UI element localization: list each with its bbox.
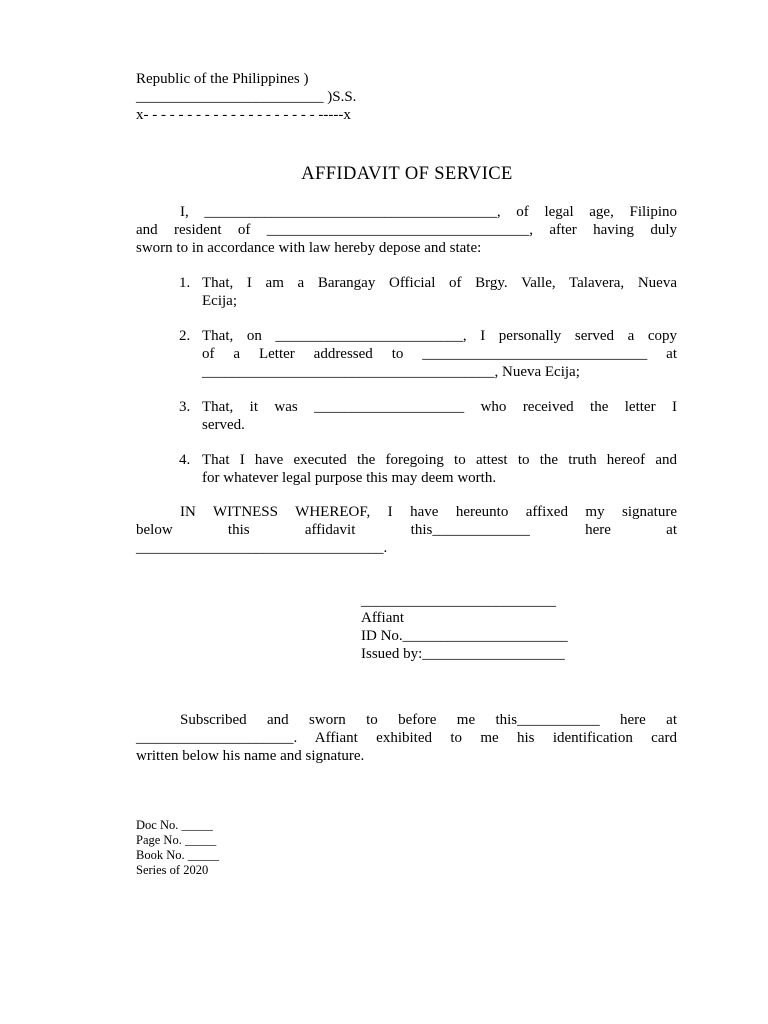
item-2-line-1: That, on _________________________, I personally served a copy	[202, 328, 677, 344]
item-3-line-1: That, it was ____________________ who received the letter I	[202, 399, 677, 415]
item-4-line-1: That I have executed the foregoing to attest to the truth hereof and	[202, 452, 677, 468]
item-3-line-2: served.	[202, 417, 245, 433]
item-1-line-2: Ecija;	[202, 293, 237, 309]
notary-series: Series of 2020	[136, 863, 209, 877]
subscribed-line-3: written below his name and signature.	[136, 748, 365, 764]
intro-line-3: sworn to in accordance with law hereby depose and state:	[136, 240, 482, 256]
venue-ss-line: _________________________ )S.S.	[136, 89, 357, 105]
intro-line-1: I, _______________________________________, of legal age, Filipino	[180, 204, 677, 220]
witness-line-2: below this affidavit this_____________ here at	[136, 522, 677, 538]
item-number: 2.	[179, 328, 191, 344]
subscribed-line-2: _____________________. Affiant exhibited to me his identification card	[136, 730, 677, 746]
notary-page-no: Page No. _____	[136, 833, 217, 847]
affiant-signature-line: __________________________	[361, 593, 556, 609]
witness-line-3: _________________________________.	[136, 540, 388, 556]
notary-doc-no: Doc No. _____	[136, 818, 213, 832]
witness-line-1: IN WITNESS WHEREOF, I have hereunto affixed my signature	[180, 504, 677, 520]
item-number: 1.	[179, 275, 191, 291]
venue-separator: x- - - - - - - - - - - - - - - - - - - - -----x	[136, 107, 351, 123]
affiant-label: Affiant	[361, 610, 405, 626]
venue-republic: Republic of the Philippines )	[136, 71, 309, 87]
document-title: AFFIDAVIT OF SERVICE	[301, 164, 513, 184]
notary-book-no: Book No. _____	[136, 848, 219, 862]
subscribed-line-1: Subscribed and sworn to before me this___________ here at	[180, 712, 677, 728]
item-2-line-2: of a Letter addressed to ______________________________ at	[202, 346, 677, 362]
affiant-issued-by: Issued by:___________________	[361, 646, 565, 662]
intro-line-2: and resident of ___________________________________, after having duly	[136, 222, 677, 238]
item-1-line-1: That, I am a Barangay Official of Brgy. Valle, Talavera, Nueva	[202, 275, 677, 291]
affiant-id-no: ID No.______________________	[361, 628, 568, 644]
item-2-line-3: _______________________________________, Nueva Ecija;	[202, 364, 580, 380]
item-4-line-2: for whatever legal purpose this may deem worth.	[202, 470, 497, 486]
item-number: 3.	[179, 399, 191, 415]
item-number: 4.	[179, 452, 191, 468]
